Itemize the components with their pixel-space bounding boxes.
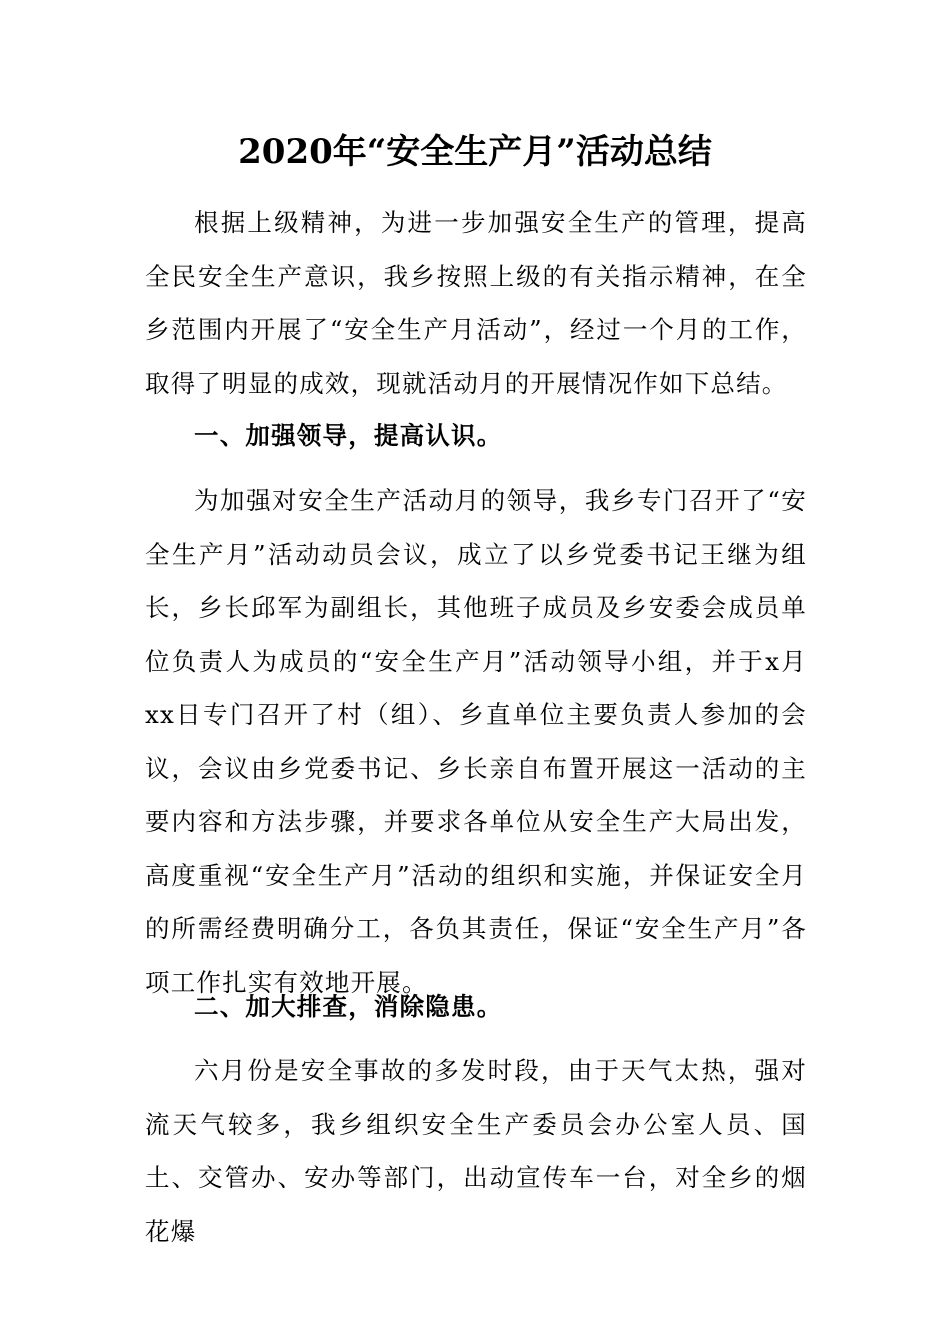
section-1-heading: 一、加强领导，提高认识。 (194, 421, 503, 450)
intro-paragraph: 根据上级精神，为进一步加强安全生产的管理，提高全民安全生产意识，我乡按照上级的有关指示精神，在全乡范围内开展了“安全生产月活动”，经过一个月的工作，取得了明显的成效，现就活动月的开展情况作如下总结。 (145, 208, 807, 398)
section-2-paragraph: 六月份是安全事故的多发时段，由于天气太热，强对流天气较多，我乡组织安全生产委员会办公室人员、国土、交管办、安办等部门，出动宣传车一台，对全乡的烟花爆 (145, 1056, 807, 1246)
section-2-heading: 二、加大排查，消除隐患。 (194, 992, 503, 1021)
section-1-paragraph: 为加强对安全生产活动月的领导，我乡专门召开了“安全生产月”活动动员会议，成立了以乡党委书记王继为组长，乡长邱军为副组长，其他班子成员及乡安委会成员单位负责人为成员的“安全生产月”活动领导小组，并于x月xx日专门召开了村（组）、乡直单位主要负责人参加的会议，会议由乡党委书记、乡长亲自布置开展这一活动的主要内容和方法步骤，并要求各单位从安全生产大局出发，高度重视“安全生产月”活动的组织和实施，并保证安全月的所需经费明确分工，各负其责任，保证“安全生产月”各项工作扎实有效地开展。 (145, 486, 807, 997)
document-title: 2020年“安全生产月”活动总结 (238, 132, 712, 172)
